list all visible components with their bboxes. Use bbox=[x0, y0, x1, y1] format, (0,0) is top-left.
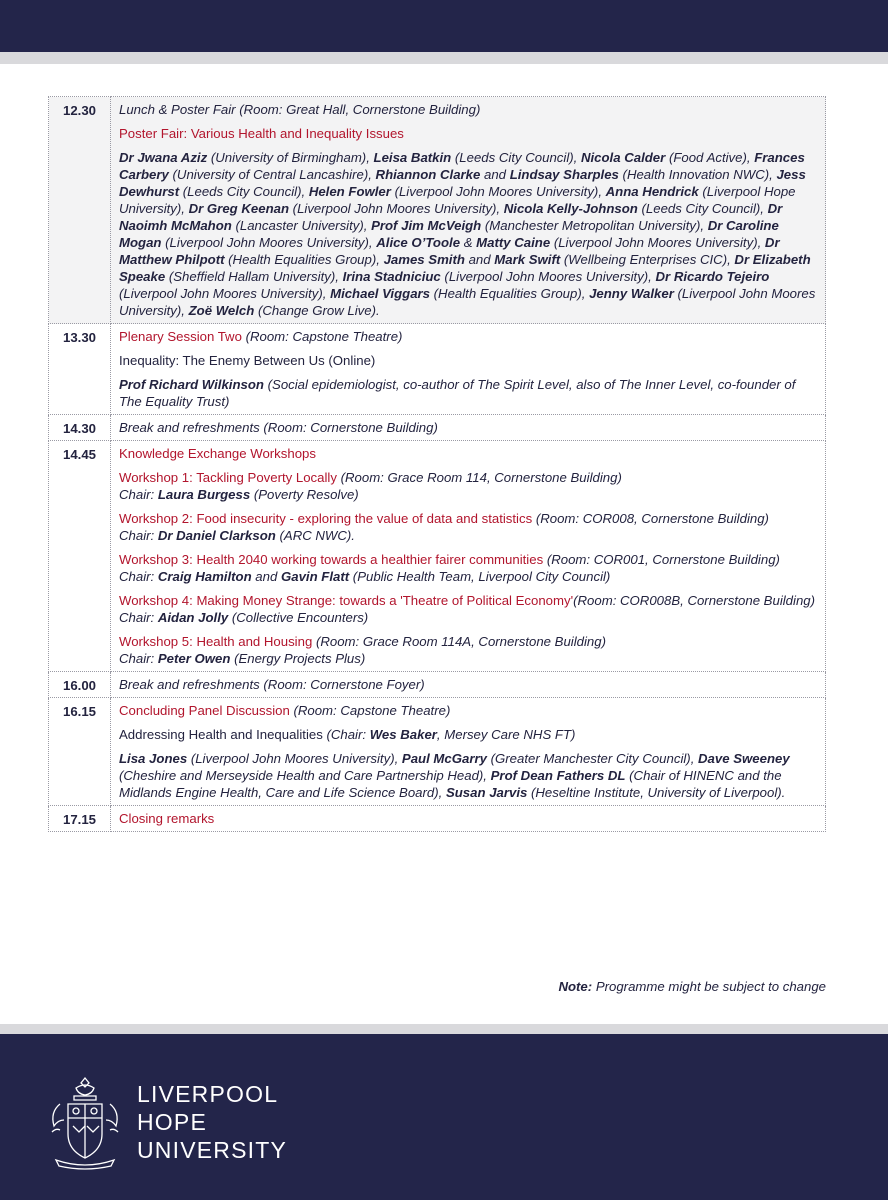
session-text: and bbox=[464, 252, 495, 267]
session-title: Knowledge Exchange Workshops bbox=[119, 446, 316, 461]
footer-divider bbox=[0, 1024, 888, 1034]
speaker-name: Irina Stadniciuc bbox=[342, 269, 441, 284]
session-time: 16.15 bbox=[49, 698, 111, 806]
speaker-name: Dr Daniel Clarkson bbox=[157, 528, 276, 543]
session-content bbox=[111, 324, 826, 415]
header-bar bbox=[0, 0, 888, 52]
note-text: Programme might be subject to change bbox=[592, 979, 826, 994]
session-paragraph bbox=[119, 376, 819, 410]
speaker-name: Prof Richard Wilkinson bbox=[119, 377, 264, 392]
speaker-name: Michael Viggars bbox=[330, 286, 430, 301]
speaker-name: Zoë Welch bbox=[188, 303, 255, 318]
session-content bbox=[111, 672, 826, 698]
session-text: (Room: COR001, Cornerstone Building) bbox=[543, 552, 780, 567]
speaker-name: Frances Carbery bbox=[119, 150, 805, 182]
speaker-name: Wes Baker bbox=[369, 727, 437, 742]
note-label: Note: bbox=[558, 979, 593, 994]
session-content bbox=[111, 97, 826, 324]
session-text: (Health Innovation NWC), bbox=[618, 167, 777, 182]
session-time: 14.30 bbox=[49, 415, 111, 441]
session-text: (Room: COR008B, Cornerstone Building) bbox=[573, 593, 816, 608]
session-time: 13.30 bbox=[49, 324, 111, 415]
session-title: Plenary Session Two bbox=[119, 329, 242, 344]
session-text: (Chair of HINENC and the Midlands Engine Health, Care and Life Science Board), bbox=[119, 768, 782, 800]
session-text: (Liverpool John Moores University), bbox=[187, 751, 402, 766]
speaker-name: Susan Jarvis bbox=[445, 785, 528, 800]
speaker-name: Prof Jim McVeigh bbox=[371, 218, 482, 233]
session-paragraph bbox=[119, 750, 819, 801]
speaker-name: Dr Elizabeth Speake bbox=[119, 252, 811, 284]
session-title: Workshop 2: Food insecurity - exploring the value of data and statistics bbox=[119, 511, 533, 526]
session-text: (Liverpool John Moores University), bbox=[289, 201, 504, 216]
session-text: (Poverty Resolve) bbox=[250, 487, 359, 502]
session-text: (Collective Encounters) bbox=[228, 610, 369, 625]
session-text: (Room: Capstone Theatre) bbox=[241, 329, 403, 344]
session-paragraph bbox=[119, 810, 819, 827]
session-text: (Health Equalities Group), bbox=[430, 286, 590, 301]
speaker-name: Matty Caine bbox=[476, 235, 551, 250]
session-text: (Chair: bbox=[322, 727, 370, 742]
session-text: (University of Birmingham), bbox=[207, 150, 374, 165]
session-text: and bbox=[480, 167, 510, 182]
session-text: , Mersey Care NHS FT) bbox=[436, 727, 576, 742]
session-title: Concluding Panel Discussion bbox=[119, 703, 290, 718]
speaker-name: Alice O’Toole bbox=[376, 235, 461, 250]
schedule-table-body bbox=[49, 97, 826, 832]
session-time: 12.30 bbox=[49, 97, 111, 324]
speaker-name: Aidan Jolly bbox=[157, 610, 229, 625]
speaker-name: Craig Hamilton bbox=[157, 569, 252, 584]
session-paragraph bbox=[119, 551, 819, 585]
speaker-name: Dr Matthew Philpott bbox=[119, 235, 780, 267]
session-paragraph bbox=[119, 149, 819, 319]
session-text: (Wellbeing Enterprises CIC), bbox=[560, 252, 735, 267]
session-subtitle: Addressing Health and Inequalities bbox=[119, 727, 323, 742]
session-text: (ARC NWC). bbox=[275, 528, 355, 543]
session-text: (Change Grow Live). bbox=[254, 303, 380, 318]
session-title: Workshop 5: Health and Housing bbox=[119, 634, 313, 649]
schedule-row bbox=[49, 97, 826, 324]
schedule-row bbox=[49, 415, 826, 441]
session-text: (Room: Grace Room 114A, Cornerstone Building) bbox=[312, 634, 606, 649]
session-text: and bbox=[251, 569, 281, 584]
session-text: (Liverpool John Moores University), bbox=[390, 184, 606, 199]
speaker-name: Dr Greg Keenan bbox=[188, 201, 290, 216]
speaker-name: Lindsay Sharples bbox=[509, 167, 619, 182]
session-content bbox=[111, 806, 826, 832]
programme-schedule bbox=[48, 96, 826, 832]
session-text: (Leeds City Council), bbox=[637, 201, 768, 216]
session-paragraph bbox=[119, 592, 819, 626]
session-time: 17.15 bbox=[49, 806, 111, 832]
session-time: 16.00 bbox=[49, 672, 111, 698]
speaker-name: Leisa Batkin bbox=[373, 150, 452, 165]
schedule-row bbox=[49, 806, 826, 832]
speaker-name: Nicola Kelly-Johnson bbox=[503, 201, 638, 216]
speaker-name: Helen Fowler bbox=[308, 184, 391, 199]
speaker-name: Dr Ricardo Tejeiro bbox=[655, 269, 770, 284]
speaker-name: James Smith bbox=[383, 252, 465, 267]
session-text: Chair: bbox=[119, 610, 158, 625]
session-text: (Leeds City Council), bbox=[179, 184, 309, 199]
session-text: (Heseltine Institute, University of Liverpool). bbox=[527, 785, 786, 800]
session-text: (Room: COR008, Cornerstone Building) bbox=[532, 511, 769, 526]
speaker-name: Gavin Flatt bbox=[280, 569, 350, 584]
session-text: (Leeds City Council), bbox=[451, 150, 581, 165]
footer bbox=[0, 1034, 888, 1200]
session-content bbox=[111, 415, 826, 441]
session-text: Chair: bbox=[119, 569, 158, 584]
session-text: (Liverpool John Moores University), bbox=[440, 269, 656, 284]
speaker-name: Jess Dewhurst bbox=[119, 167, 806, 199]
speaker-name: Anna Hendrick bbox=[605, 184, 699, 199]
session-text: Lunch & Poster Fair (Room: Great Hall, Cornerstone Building) bbox=[119, 102, 481, 117]
session-text: & bbox=[460, 235, 477, 250]
university-name-line-1: LIVERPOOL bbox=[137, 1081, 279, 1107]
session-paragraph bbox=[119, 726, 819, 743]
schedule-row bbox=[49, 698, 826, 806]
session-text: (Greater Manchester City Council), bbox=[486, 751, 699, 766]
session-text: (Manchester Metropolitan University), bbox=[481, 218, 708, 233]
session-paragraph bbox=[119, 352, 819, 369]
speaker-name: Dave Sweeney bbox=[698, 751, 790, 766]
session-text: (Sheffield Hallam University), bbox=[165, 269, 343, 284]
schedule-row bbox=[49, 672, 826, 698]
session-text: (Liverpool Hope University), bbox=[119, 184, 796, 216]
session-text: (University of Central Lancashire), bbox=[168, 167, 376, 182]
session-text: (Energy Projects Plus) bbox=[230, 651, 366, 666]
session-title: Closing remarks bbox=[119, 811, 215, 826]
session-text: Chair: bbox=[119, 487, 158, 502]
speaker-name: Mark Swift bbox=[494, 252, 561, 267]
university-crest-icon bbox=[46, 1074, 124, 1170]
session-paragraph bbox=[119, 633, 819, 667]
session-text: (Room: Grace Room 114, Cornerstone Building) bbox=[336, 470, 622, 485]
session-text: (Health Equalities Group), bbox=[224, 252, 384, 267]
session-content bbox=[111, 441, 826, 672]
speaker-name: Jenny Walker bbox=[589, 286, 674, 301]
speaker-name: Paul McGarry bbox=[401, 751, 487, 766]
session-text: (Cheshire and Merseyside Health and Care Partnership Head), bbox=[119, 768, 491, 783]
speaker-name: Dr Caroline Mogan bbox=[119, 218, 779, 250]
university-name bbox=[137, 1080, 287, 1164]
programme-note bbox=[558, 979, 826, 994]
session-title: Workshop 4: Making Money Strange: towards a 'Theatre of Political Economy' bbox=[119, 593, 574, 608]
session-paragraph bbox=[119, 469, 819, 503]
session-text: Chair: bbox=[119, 528, 158, 543]
speaker-name: Dr Jwana Aziz bbox=[119, 150, 208, 165]
schedule-row bbox=[49, 441, 826, 672]
speaker-name: Peter Owen bbox=[157, 651, 231, 666]
session-text: (Lancaster University), bbox=[231, 218, 372, 233]
session-text: (Liverpool John Moores University), bbox=[119, 286, 331, 301]
speaker-name: Nicola Calder bbox=[580, 150, 666, 165]
session-paragraph bbox=[119, 101, 819, 118]
session-subtitle: Inequality: The Enemy Between Us (Online) bbox=[119, 353, 376, 368]
session-paragraph bbox=[119, 419, 819, 436]
session-title: Workshop 3: Health 2040 working towards a healthier fairer communities bbox=[119, 552, 544, 567]
session-text: (Liverpool John Moores University), bbox=[119, 286, 816, 318]
session-text: (Food Active), bbox=[665, 150, 755, 165]
session-paragraph bbox=[119, 445, 819, 462]
speaker-name: Laura Burgess bbox=[157, 487, 251, 502]
session-text: Chair: bbox=[119, 651, 158, 666]
session-text: (Liverpool John Moores University), bbox=[161, 235, 377, 250]
session-time: 14.45 bbox=[49, 441, 111, 672]
session-text: (Public Health Team, Liverpool City Council) bbox=[349, 569, 611, 584]
session-paragraph bbox=[119, 702, 819, 719]
university-name-line-2: HOPE bbox=[137, 1109, 207, 1135]
header-divider bbox=[0, 52, 888, 64]
speaker-name: Dr Naoimh McMahon bbox=[119, 201, 783, 233]
speaker-name: Rhiannon Clarke bbox=[375, 167, 481, 182]
session-paragraph bbox=[119, 676, 819, 693]
speaker-name: Lisa Jones bbox=[119, 751, 188, 766]
session-text: Break and refreshments (Room: Cornerstone Foyer) bbox=[119, 677, 425, 692]
session-title: Workshop 1: Tackling Poverty Locally bbox=[119, 470, 337, 485]
session-paragraph bbox=[119, 328, 819, 345]
session-content bbox=[111, 698, 826, 806]
session-text: (Liverpool John Moores University), bbox=[550, 235, 765, 250]
session-text: Break and refreshments (Room: Cornerstone Building) bbox=[119, 420, 438, 435]
university-name-line-3: UNIVERSITY bbox=[137, 1137, 288, 1163]
schedule-row bbox=[49, 324, 826, 415]
speaker-name: Prof Dean Fathers DL bbox=[490, 768, 626, 783]
session-paragraph bbox=[119, 510, 819, 544]
session-title: Poster Fair: Various Health and Inequality Issues bbox=[119, 126, 404, 141]
session-text: (Social epidemiologist, co-author of The Spirit Level, also of The Inner Level, co-founder of The Equality Trust) bbox=[119, 377, 796, 409]
session-paragraph bbox=[119, 125, 819, 142]
session-text: (Room: Capstone Theatre) bbox=[289, 703, 451, 718]
